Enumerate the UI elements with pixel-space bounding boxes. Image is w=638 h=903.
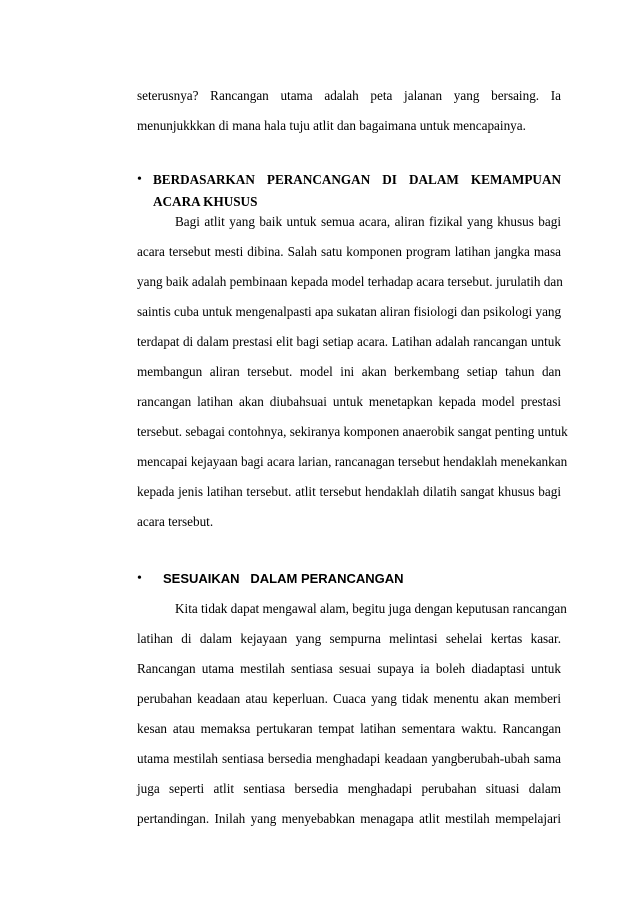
section-heading: SESUAIKAN DALAM PERANCANGAN — [163, 571, 404, 586]
bullet-icon: • — [137, 571, 142, 586]
paragraph-line: seterusnya? Rancangan utama adalah peta jalanan yang bersaing. Ia — [137, 88, 561, 103]
paragraph-line: yang baik adalah pembinaan kepada model terhadap acara tersebut. jurulatih dan — [137, 274, 563, 289]
paragraph-line: kesan atau memaksa pertukaran tempat latihan sementara waktu. Rancangan — [137, 721, 561, 736]
paragraph-line: utama mestilah sentiasa bersedia menghadapi keadaan yangberubah-ubah sama — [137, 751, 561, 766]
section-heading: BERDASARKAN PERANCANGAN DI DALAM KEMAMPUAN — [153, 172, 561, 187]
paragraph-line: pertandingan. Inilah yang menyebabkan menagapa atlit mestilah mempelajari — [137, 811, 561, 826]
paragraph-line: acara tersebut. — [137, 514, 214, 529]
paragraph-line: menunjukkkan di mana hala tuju atlit dan bagaimana untuk mencapainya. — [137, 118, 526, 133]
paragraph-line: Bagi atlit yang baik untuk semua acara, aliran fizikal yang khusus bagi — [175, 214, 561, 229]
paragraph-line: membangun aliran tersebut. model ini akan berkembang setiap tahun dan — [137, 364, 561, 379]
paragraph-line: terdapat di dalam prestasi elit bagi setiap acara. Latihan adalah rancangan untuk — [137, 334, 561, 349]
paragraph-line: Rancangan utama mestilah sentiasa sesuai supaya ia boleh diadaptasi untuk — [137, 661, 561, 676]
paragraph-line: rancangan latihan akan diubahsuai untuk menetapkan kepada model prestasi — [137, 394, 561, 409]
paragraph-line: perubahan keadaan atau keperluan. Cuaca yang tidak menentu akan memberi — [137, 691, 561, 706]
paragraph-line: saintis cuba untuk mengenalpasti apa sukatan aliran fisiologi dan psikologi yang — [137, 304, 562, 319]
paragraph-line: acara tersebut mesti dibina. Salah satu komponen program latihan jangka masa — [137, 244, 561, 259]
paragraph-line: tersebut. sebagai contohnya, sekiranya komponen anaerobik sangat penting untuk — [137, 424, 568, 439]
paragraph-line: Kita tidak dapat mengawal alam, begitu juga dengan keputusan rancangan — [175, 601, 567, 616]
paragraph-line: latihan di dalam kejayaan yang sempurna melintasi sehelai kertas kasar. — [137, 631, 561, 646]
paragraph-line: mencapai kejayaan bagi acara larian, rancanagan tersebut hendaklah menekankan — [137, 454, 568, 469]
section-heading-continuation: ACARA KHUSUS — [153, 194, 258, 209]
document-page — [137, 0, 568, 903]
paragraph-line: kepada jenis latihan tersebut. atlit tersebut hendaklah dilatih sangat khusus bagi — [137, 484, 561, 499]
bullet-icon: • — [137, 172, 142, 187]
paragraph-line: juga seperti atlit sentiasa bersedia menghadapi perubahan situasi dalam — [137, 781, 561, 796]
